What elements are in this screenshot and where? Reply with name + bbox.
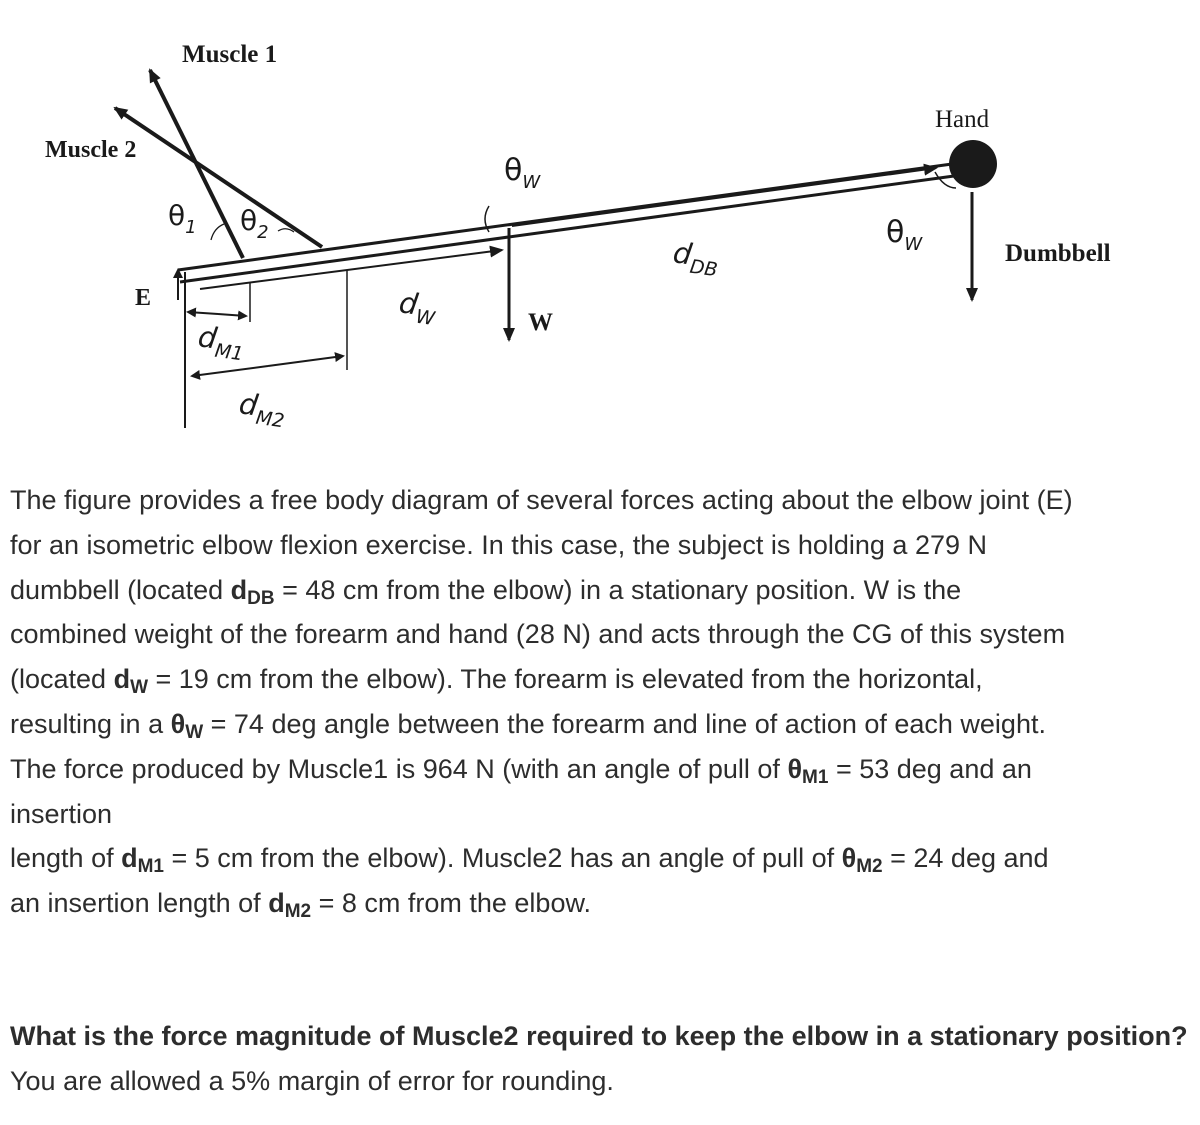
- problem-line: [10, 836, 1190, 881]
- theta2-arc: [278, 229, 294, 232]
- var-theta-m2: $\theta_{M2}$: [841, 843, 883, 878]
- dw-label: $d_W$: [397, 285, 437, 331]
- problem-line: [10, 881, 1190, 926]
- problem-text: = 74 deg angle between the forearm and line of action of each weight.: [203, 708, 1046, 739]
- problem-text: = 48 cm from the elbow) in a stationary position. W is the: [274, 574, 962, 605]
- problem-line: [10, 478, 1190, 523]
- hand-label: Hand: [935, 106, 990, 133]
- problem-text: The force produced by Muscle1 is 964 N (with an angle of pull of: [10, 753, 788, 784]
- theta-w-label-hand: $\theta_W$: [886, 215, 923, 255]
- dm1-arrow-left: [188, 312, 218, 314]
- theta1-arc: [211, 224, 224, 240]
- question-prompt: [10, 1014, 1190, 1104]
- problem-text: = 5 cm from the elbow). Muscle2 has an angle of pull of: [164, 843, 842, 874]
- problem-text: The figure provides a free body diagram of several forces acting about the elbow joint (E): [10, 485, 1073, 515]
- problem-text: = 8 cm from the elbow.: [311, 888, 591, 919]
- problem-line: [10, 657, 1190, 702]
- theta1-label: $\theta_1$: [168, 199, 197, 238]
- problem-text: length of: [10, 843, 122, 874]
- problem-text: an insertion length of: [10, 888, 269, 919]
- var-theta-w: $\theta_W$: [170, 708, 204, 743]
- dumbbell-label: Dumbbell: [1005, 240, 1111, 267]
- dm2-label: $d_{M2}$: [237, 386, 286, 433]
- muscle1-label: Muscle 1: [182, 41, 278, 68]
- theta-w-label-forearm: $\theta_W$: [504, 153, 541, 193]
- var-d-m1: $d_{M1}$: [121, 843, 164, 878]
- weight-label: W: [528, 309, 553, 336]
- elbow-label: E: [135, 285, 152, 311]
- dm1-arrow-right: [218, 314, 246, 316]
- problem-text: insertion: [10, 798, 113, 829]
- var-d-w: $d_W$: [113, 664, 148, 699]
- problem-text: = 24 deg and: [882, 843, 1049, 874]
- muscle2-label: Muscle 2: [45, 137, 137, 163]
- problem-text: = 19 cm from the elbow). The forearm is elevated from the horizontal,: [148, 664, 983, 695]
- question-note: You are allowed a 5% margin of error for rounding.: [10, 1066, 614, 1096]
- problem-line: [10, 612, 1190, 657]
- problem-line: [10, 523, 1190, 568]
- hand-circle: [949, 140, 997, 188]
- question-bold-text: What is the force magnitude of Muscle2 required to keep the elbow in a stationary position?: [10, 1021, 1188, 1051]
- var-d-m2: $d_{M2}$: [268, 888, 312, 923]
- theta2-label: $\theta_2$: [240, 204, 269, 243]
- problem-line: [10, 568, 1190, 613]
- problem-line: [10, 702, 1190, 747]
- problem-line: [10, 747, 1190, 792]
- problem-text: for an isometric elbow flexion exercise. In this case, the subject is holding a 279 N: [10, 529, 987, 560]
- problem-line: [10, 792, 1190, 837]
- problem-text: combined weight of the forearm and hand (28 N) and acts through the CG of this system: [10, 619, 1066, 650]
- dm2-arrow-left: [192, 366, 268, 376]
- dm2-arrow-right: [268, 356, 343, 366]
- problem-text: (located: [10, 664, 114, 695]
- problem-text: = 53 deg and an: [828, 753, 1032, 784]
- var-theta-m1: $\theta_{M1}$: [787, 753, 829, 788]
- ddb-arrow: [512, 168, 936, 226]
- dw-arrow: [200, 250, 502, 289]
- var-d-db: $d_{DB}$: [230, 574, 275, 609]
- dm1-label: $d_{M1}$: [196, 319, 245, 366]
- muscle2-force-arrow: [115, 108, 322, 247]
- free-body-diagram: [0, 0, 1200, 440]
- ddb-label: $d_{DB}$: [671, 235, 719, 282]
- problem-text: resulting in a: [10, 708, 171, 739]
- problem-text: dumbbell (located: [10, 574, 231, 605]
- problem-statement: [10, 478, 1190, 926]
